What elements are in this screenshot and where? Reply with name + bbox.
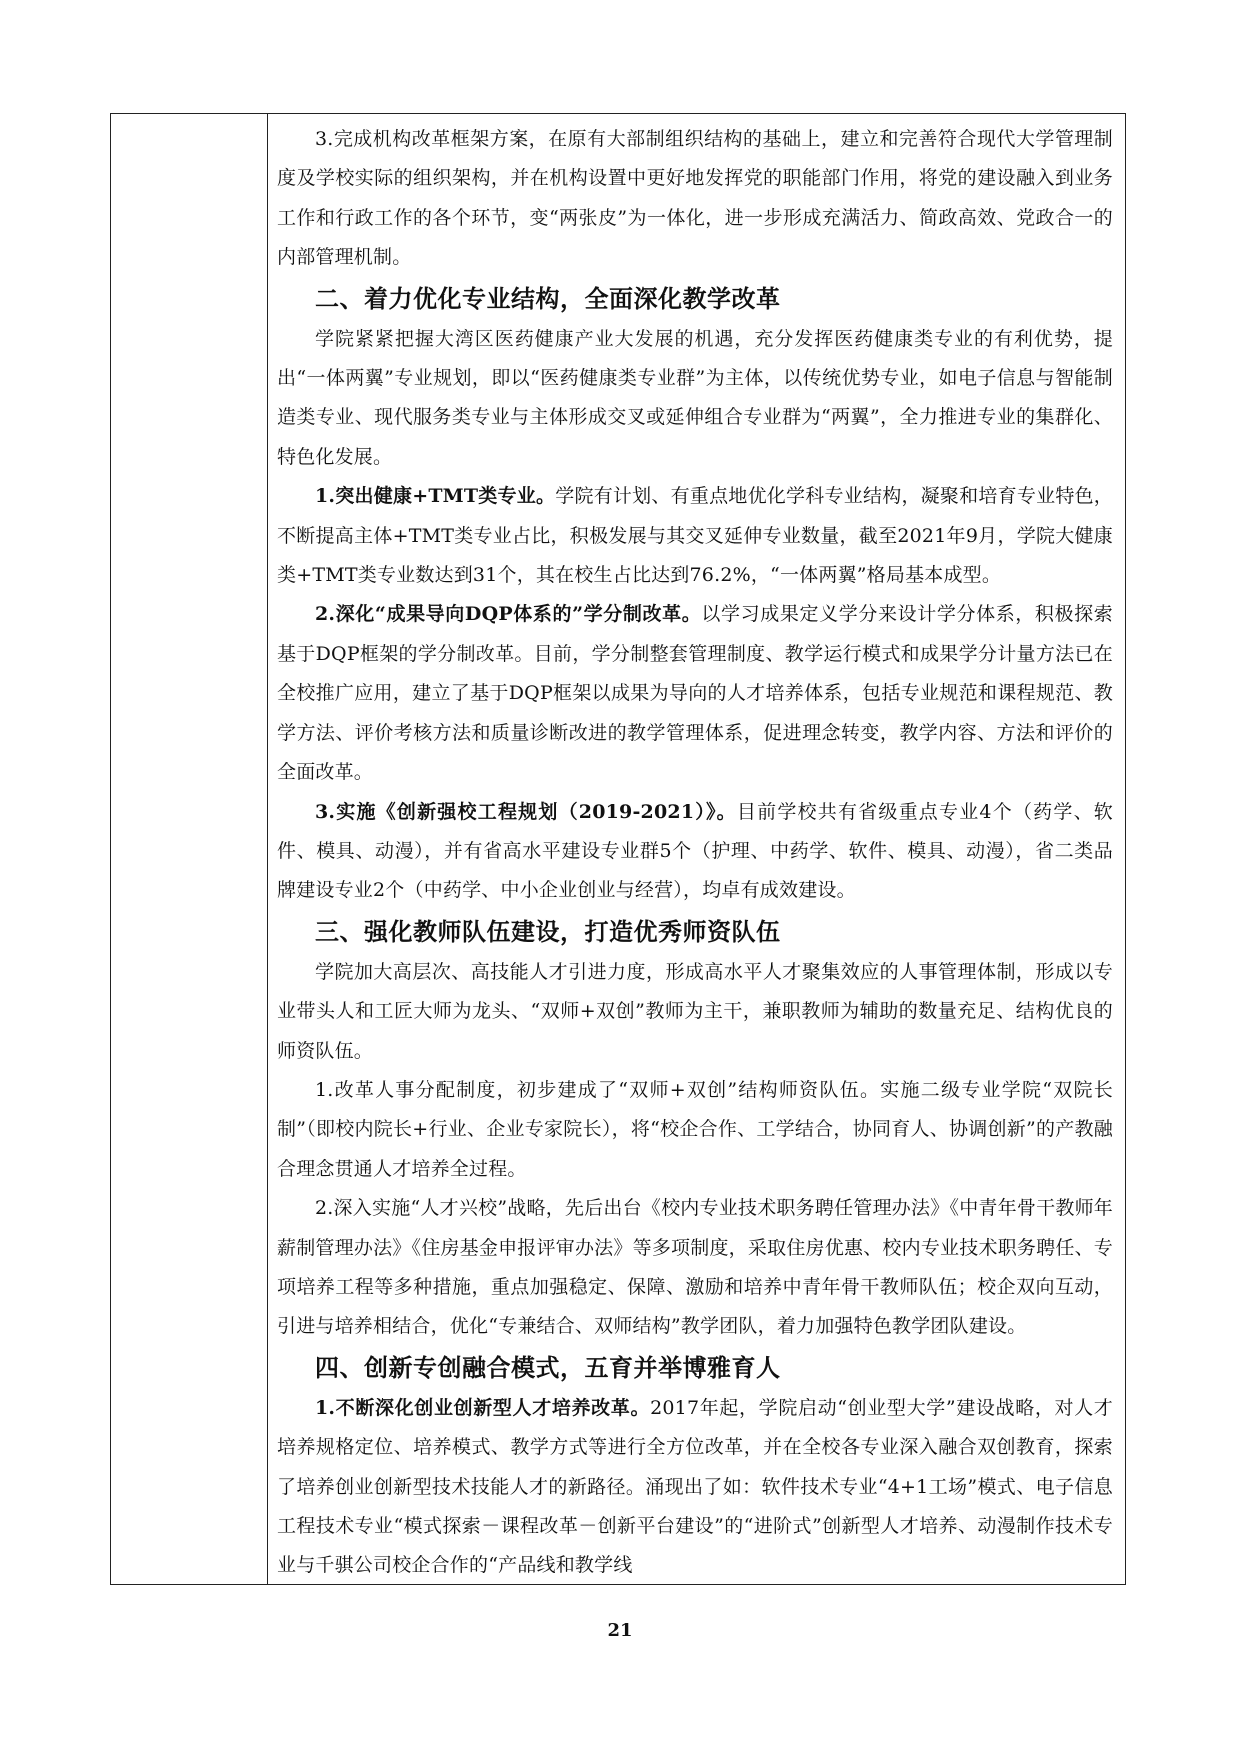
paragraph-lead: 3.实施《创新强校工程规划（2019-2021）》。 <box>315 800 737 823</box>
paragraph <box>277 953 1113 1071</box>
document-table <box>110 113 1126 1585</box>
paragraph-text: 学院加大高层次、高技能人才引进力度，形成高水平人才聚集效应的人事管理体制，形成以专业带头人和工匠大师为龙头、“双师+双创”教师为主干，兼职教师为辅助的数量充足、结构优良的师资队伍。 <box>277 960 1113 1062</box>
paragraph <box>277 477 1113 595</box>
paragraph <box>277 595 1113 792</box>
page-number: 21 <box>607 1620 633 1641</box>
paragraph <box>277 120 1113 278</box>
paragraph-lead: 2.深化“成果导向DQP体系的”学分制改革。 <box>315 603 702 626</box>
paragraph-lead: 1.突出健康+TMT类专业。 <box>315 485 556 508</box>
paragraph <box>277 320 1113 478</box>
section-heading: 二、着力优化专业结构，全面深化教学改革 <box>315 283 781 313</box>
paragraph <box>277 793 1113 911</box>
section-heading: 三、强化教师队伍建设，打造优秀师资队伍 <box>315 916 781 946</box>
paragraph-text: 3.完成机构改革框架方案，在原有大部制组织结构的基础上，建立和完善符合现代大学管理制度及学校实际的组织架构，并在机构设置中更好地发挥党的职能部门作用，将党的建设融入到业务工作和行政工作的各个环节，变“两张皮”为一体化，进一步形成充满活力、简政高效、党政合一的内部管理机制。 <box>277 128 1113 269</box>
paragraph-lead: 1.不断深化创业创新型人才培养改革。 <box>315 1396 651 1419</box>
paragraph-text: 1.改革人事分配制度，初步建成了“双师+双创”结构师资队伍。实施二级专业学院“双院长制”（即校内院长+行业、企业专家院长），将“校企合作、工学结合，协同育人、协调创新”的产教融合理念贯通人才培养全过程。 <box>277 1078 1113 1180</box>
paragraph-text: 以学习成果定义学分来设计学分体系，积极探索基于DQP框架的学分制改革。目前，学分制整套管理制度、教学运行模式和成果学分计量方法已在全校推广应用，建立了基于DQP框架以成果为导向的人才培养体系，包括专业规范和课程规范、教学方法、评价考核方法和质量诊断改进的教学管理体系，促进理念转变，教学内容、方法和评价的全面改革。 <box>277 603 1113 784</box>
paragraph-text: 2.深入实施“人才兴校”战略，先后出台《校内专业技术职务聘任管理办法》《中青年骨干教师年薪制管理办法》《住房基金申报评审办法》等多项制度，采取住房优惠、校内专业技术职务聘任、专项培养工程等多种措施，重点加强稳定、保障、激励和培养中青年骨干教师队伍；校企双向互动，引进与培养相结合，优化“专兼结合、双师结构”教学团队，着力加强特色教学团队建设。 <box>277 1197 1113 1338</box>
table-content-cell <box>277 120 1113 1584</box>
section-heading: 四、创新专创融合模式，五育并举博雅育人 <box>315 1352 781 1382</box>
paragraph-text: 学院有计划、有重点地优化学科专业结构，凝聚和培育专业特色，不断提高主体+TMT类专业占比，积极发展与其交叉延伸专业数量，截至2021年9月，学院大健康类+TMT类专业数达到31个，其在校生占比达到76.2%，“一体两翼”格局基本成型。 <box>277 485 1113 587</box>
paragraph <box>277 1189 1113 1347</box>
table-left-column <box>111 114 268 1584</box>
paragraph-text: 目前学校共有省级重点专业4个（药学、软件、模具、动漫），并有省高水平建设专业群5个（护理、中药学、软件、模具、动漫），省二类品牌建设专业2个（中药学、中小企业创业与经营），均卓有成效建设。 <box>277 800 1113 902</box>
paragraph-text: 2017年起，学院启动“创业型大学”建设战略，对人才培养规格定位、培养模式、教学方式等进行全方位改革，并在全校各专业深入融合双创教育，探索了培养创业创新型技术技能人才的新路径。涌现出了如：软件技术专业“4+1工场”模式、电子信息工程技术专业“模式探索－课程改革－创新平台建设”的“进阶式”创新型人才培养、动漫制作技术专业与千骐公司校企合作的“产品线和教学线 <box>277 1396 1114 1577</box>
paragraph <box>277 1389 1113 1586</box>
paragraph <box>277 1071 1113 1189</box>
paragraph-text: 学院紧紧把握大湾区医药健康产业大发展的机遇，充分发挥医药健康类专业的有利优势，提出“一体两翼”专业规划，即以“医药健康类专业群”为主体，以传统优势专业，如电子信息与智能制造类专业、现代服务类专业与主体形成交叉或延伸组合专业群为“两翼”，全力推进专业的集群化、特色化发展。 <box>277 327 1113 468</box>
